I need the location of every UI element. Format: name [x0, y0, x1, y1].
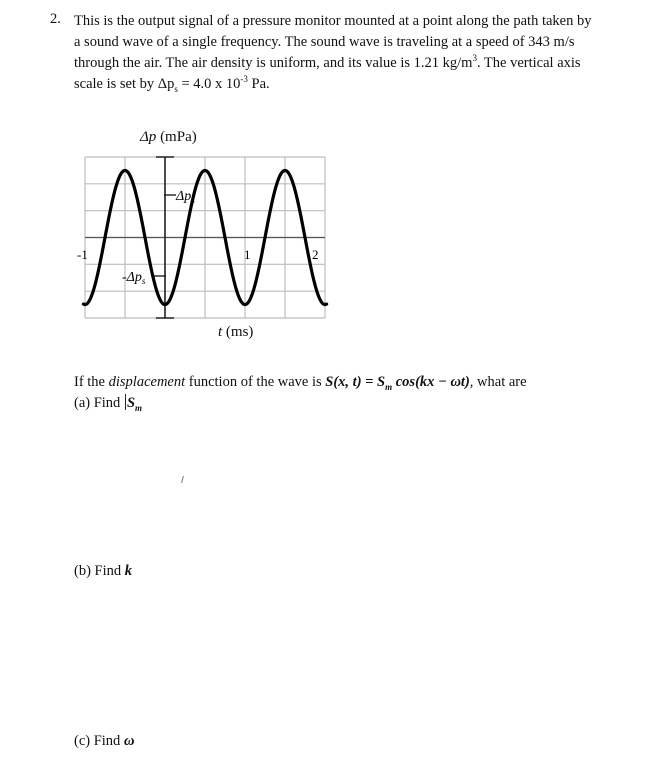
pos-scale-label: $\Delta p_s$ — [176, 189, 195, 205]
question-line-3: through the air. The air density is uniform, and its value is 1.21 $kg/m^3$. The vertical axis — [74, 53, 581, 71]
text-cursor — [125, 394, 126, 410]
neg-scale-label: $-\Delta p_s$ — [122, 270, 146, 286]
part-b: (b) Find k — [74, 563, 132, 579]
followup-question: If the displacement function of the wave is S(x, $t) = S_m$ cos(kx − ωt), what are — [74, 374, 527, 392]
part-c: (c) Find ω — [74, 733, 135, 749]
part-a: (a) Find $S_m$ — [74, 395, 143, 413]
x-axis-label: t (ms) — [218, 324, 254, 340]
question-line-1: This is the output signal of a pressure monitor mounted at a point along the path taken by — [74, 13, 592, 29]
question-number: 2. — [50, 11, 61, 27]
x-tick-2: 2 — [312, 247, 319, 262]
question-line-2: a sound wave of a single frequency. The sound wave is traveling at a speed of 343 m/s — [74, 34, 575, 50]
x-tick-1: 1 — [244, 247, 251, 262]
question-line-4: scale is set by $\Delta p_s = 4.0$ x $10^{-3}$ Pa. — [74, 74, 270, 94]
x-tick-neg1: -1 — [77, 247, 88, 262]
y-axis-label: Δp (mPa) — [140, 129, 197, 145]
